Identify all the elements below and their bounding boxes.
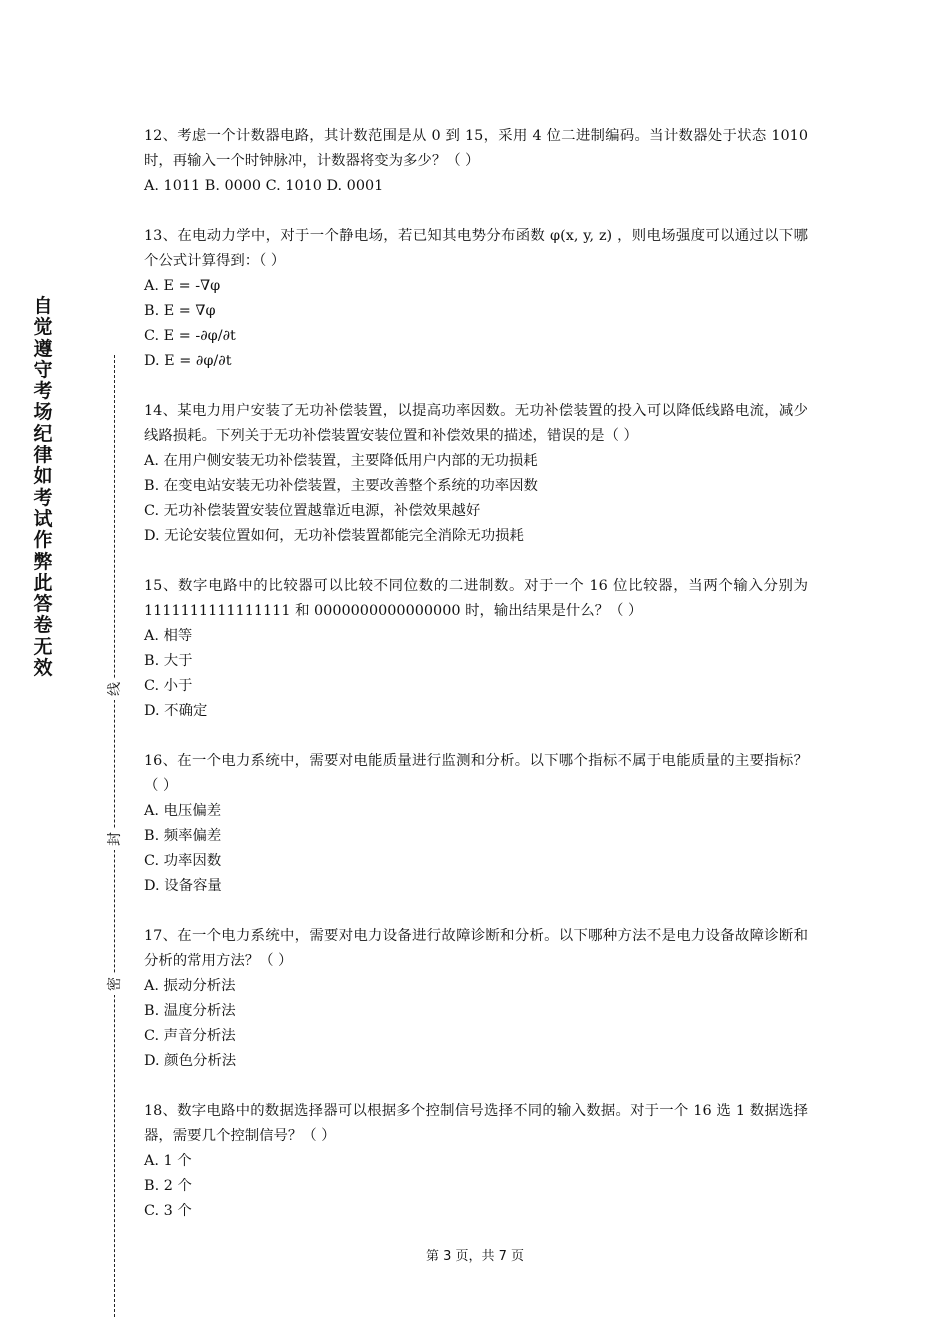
option-list — [144, 174, 808, 199]
option-c: C. 功率因数 — [144, 853, 222, 869]
option-a: A. E = -∇φ — [144, 278, 221, 294]
question-17 — [144, 924, 808, 1074]
option-list — [144, 274, 808, 374]
option-c: C. E = -∂φ/∂t — [144, 328, 236, 344]
option-a: A. 1 个 — [144, 1153, 192, 1169]
question-stem: 12、考虑一个计数器电路，其计数范围是从 0 到 15，采用 4 位二进制编码。当计数器处于状态 1010 时，再输入一个时钟脉冲，计数器将变为多少？（ ） — [144, 128, 808, 169]
question-13 — [144, 224, 808, 374]
question-stem: 18、数字电路中的数据选择器可以根据多个控制信号选择不同的输入数据。对于一个 16 选 1 数据选择器，需要几个控制信号？（ ） — [144, 1103, 808, 1144]
page-number: 第 3 页，共 7 页 — [425, 1249, 525, 1264]
option-d: D. 不确定 — [144, 703, 208, 719]
question-12 — [144, 124, 808, 199]
option-c: C. 声音分析法 — [144, 1028, 236, 1044]
binding-label-xian: 线 — [106, 678, 124, 700]
option-b: B. 2 个 — [144, 1178, 192, 1194]
option-d: D. E = ∂φ/∂t — [144, 353, 232, 369]
option-a: A. 电压偏差 — [144, 803, 222, 819]
question-stem: 16、在一个电力系统中，需要对电能质量进行监测和分析。以下哪个指标不属于电能质量的主要指标？（ ） — [144, 753, 808, 794]
question-18 — [144, 1099, 808, 1224]
option-b: B. 温度分析法 — [144, 1003, 236, 1019]
option-d: D. 无论安装位置如何，无功补偿装置都能完全消除无功损耗 — [144, 528, 524, 544]
option-c: C. 无功补偿装置安装位置越靠近电源，补偿效果越好 — [144, 503, 481, 519]
question-stem: 17、在一个电力系统中，需要对电力设备进行故障诊断和分析。以下哪种方法不是电力设备故障诊断和分析的常用方法？（ ） — [144, 928, 808, 969]
option-b: B. 频率偏差 — [144, 828, 222, 844]
binding-label-feng: 封 — [106, 828, 124, 850]
question-stem: 15、数字电路中的比较器可以比较不同位数的二进制数。对于一个 16 位比较器，当两个输入分别为 1111111111111111 和 0000000000000000 时，输出结果是什么？（ ） — [144, 578, 808, 619]
exam-warning-vertical: 自觉遵守考场纪律如考试作弊此答卷无效 — [33, 295, 53, 680]
question-15 — [144, 574, 808, 724]
option-list — [144, 974, 808, 1074]
question-list — [144, 124, 808, 1249]
question-stem: 13、在电动力学中，对于一个静电场，若已知其电势分布函数 φ(x, y, z) ，则电场强度可以通过以下哪个公式计算得到：（ ） — [144, 228, 808, 269]
option-list — [144, 624, 808, 724]
option-d: D. 颜色分析法 — [144, 1053, 237, 1069]
option-a: A. 相等 — [144, 628, 193, 644]
option-list — [144, 449, 808, 549]
option-b: B. 大于 — [144, 653, 193, 669]
binding-label-mi: 密 — [106, 973, 124, 995]
question-16 — [144, 749, 808, 899]
option-c: C. 小于 — [144, 678, 193, 694]
option-c: C. 3 个 — [144, 1203, 192, 1219]
option-b: B. E = ∇φ — [144, 303, 216, 319]
option-b: B. 在变电站安装无功补偿装置，主要改善整个系统的功率因数 — [144, 478, 538, 494]
option-list — [144, 1149, 808, 1224]
option-a: A. 在用户侧安装无功补偿装置，主要降低用户内部的无功损耗 — [144, 453, 538, 469]
option-list — [144, 799, 808, 899]
option-a: A. 振动分析法 — [144, 978, 236, 994]
question-14 — [144, 399, 808, 549]
option-line: A. 1011 B. 0000 C. 1010 D. 0001 — [144, 178, 384, 194]
option-d: D. 设备容量 — [144, 878, 222, 894]
question-stem: 14、某电力用户安装了无功补偿装置，以提高功率因数。无功补偿装置的投入可以降低线路电流，减少线路损耗。下列关于无功补偿装置安装位置和补偿效果的描述，错误的是（ ） — [144, 403, 808, 444]
